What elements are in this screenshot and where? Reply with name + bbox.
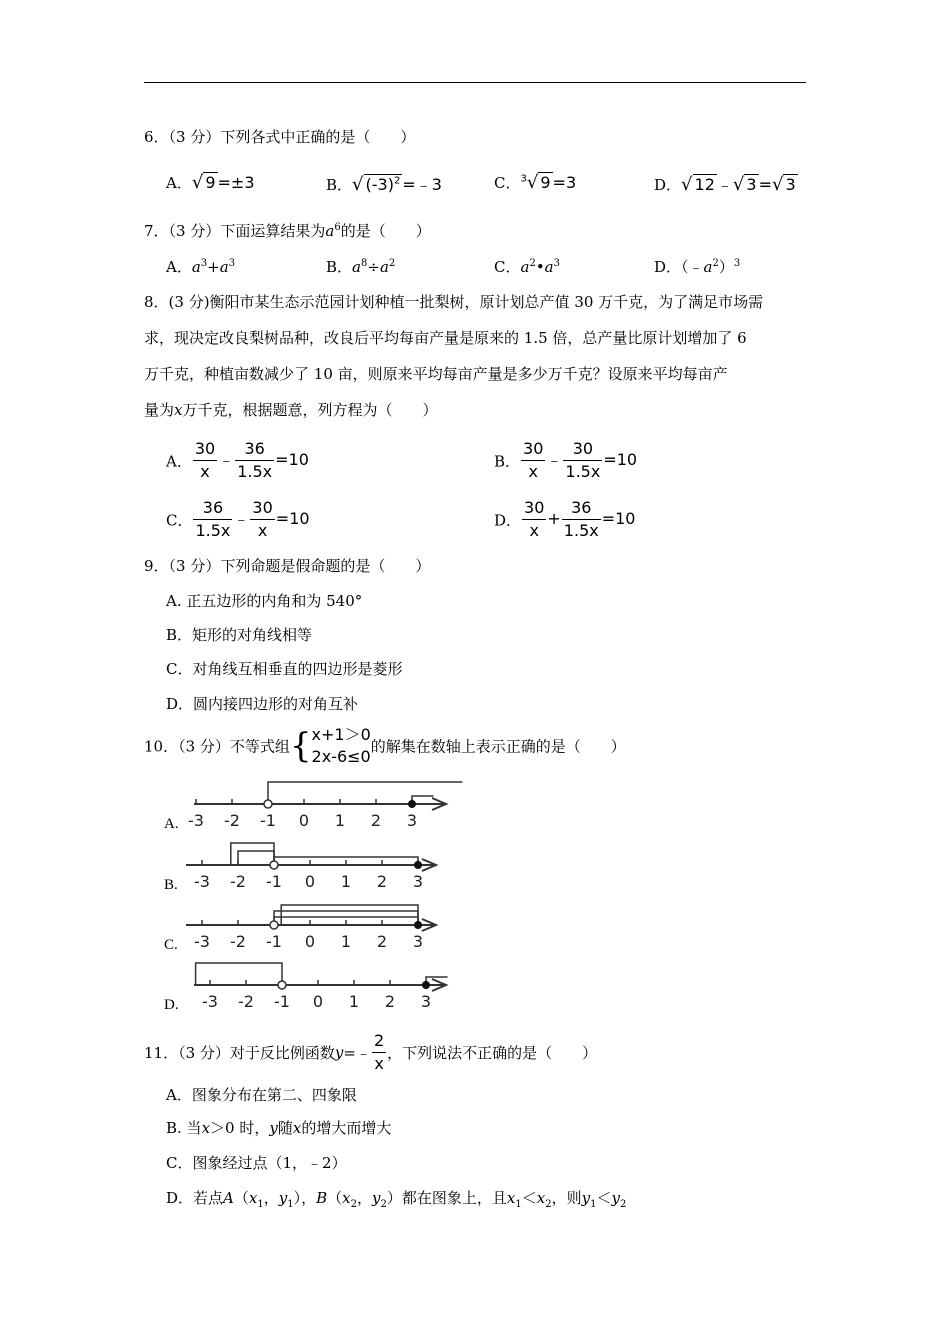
q11-option-c: C．图象经过点（1，﹣2） bbox=[166, 1154, 347, 1172]
q7-option-a: A．$a^3+a^3$ bbox=[166, 258, 236, 276]
q6-option-d: D．√ 12 ﹣√ 3 =√ 3 bbox=[654, 174, 796, 195]
number-line-label: B. bbox=[164, 877, 178, 893]
q7-option-b: B．$a^8\div a^2$ bbox=[326, 258, 396, 276]
expr-tail: =﹣3 bbox=[402, 175, 442, 194]
number-line-tick-label: 3 bbox=[420, 992, 432, 1011]
q8-option-c: C． $\frac{36}{1.5x}$ ﹣ $\frac{30}{x}$ =10 bbox=[166, 498, 310, 540]
number-line-tick-label: -3 bbox=[202, 992, 218, 1011]
open-dot bbox=[264, 800, 272, 808]
q9-option-d: D．圆内接四边形的对角互补 bbox=[166, 695, 359, 713]
operator: = bbox=[758, 175, 772, 194]
number-line-options bbox=[0, 780, 950, 1020]
number-line-tick-label: 0 bbox=[312, 992, 324, 1011]
operator: ﹣ bbox=[716, 175, 733, 194]
option-label: B． bbox=[326, 176, 353, 194]
q8-option-d: D． $\frac{30}{x}$ + $\frac{36}{1.5x}$ =10 bbox=[494, 498, 636, 540]
number-line-tick-label: 0 bbox=[304, 872, 316, 891]
open-dot bbox=[278, 981, 286, 989]
radicand: 12 bbox=[694, 175, 715, 194]
q6-option-c: C．$^3$√ 9 =3 bbox=[494, 172, 577, 193]
closed-dot bbox=[414, 921, 422, 929]
number-line-tick-label: -2 bbox=[230, 872, 246, 891]
number-line-tick-label: 3 bbox=[406, 811, 418, 830]
inequality-system: x+1＞0 2x-6≤0 bbox=[311, 725, 371, 766]
number-line-tick-label: -3 bbox=[194, 872, 210, 891]
solution-range-bar bbox=[196, 963, 282, 985]
exponent: 2 bbox=[393, 175, 401, 187]
q6-option-a: A．√ 9 =±3 bbox=[166, 172, 255, 193]
number-line-tick-label: -3 bbox=[194, 932, 210, 951]
number-line-tick-label: -2 bbox=[224, 811, 240, 830]
option-label: A． bbox=[166, 174, 192, 192]
number-line-tick-label: -1 bbox=[260, 811, 276, 830]
radicand: 9 bbox=[205, 173, 216, 192]
number-line-tick-label: 1 bbox=[340, 872, 352, 891]
closed-dot bbox=[422, 981, 430, 989]
number-line-tick-label: 0 bbox=[304, 932, 316, 951]
q9-stem: 9．（3 分）下列命题是假命题的是（ ） bbox=[144, 557, 431, 575]
q10-stem: 10．（3 分）不等式组{ x+1＞0 2x-6≤0 的解集在数轴上表示正确的是（ ） bbox=[144, 725, 626, 766]
number-line-tick-label: 1 bbox=[334, 811, 346, 830]
closed-dot bbox=[408, 800, 416, 808]
q8-line-1: 8．(3 分)衡阳市某生态示范园计划种植一批梨树，原计划总产值 30 万千克，为了满足市场需 bbox=[144, 293, 764, 311]
number-line-tick-label: -2 bbox=[238, 992, 254, 1011]
open-dot bbox=[270, 861, 278, 869]
number-line-tick-label: -1 bbox=[266, 872, 282, 891]
number-line-tick-label: 2 bbox=[376, 872, 388, 891]
q8-line-4: 量为x万千克，根据题意，列方程为（ ） bbox=[144, 401, 438, 419]
q11-option-b: B. 当x＞0 时，y随x的增大而增大 bbox=[166, 1119, 392, 1137]
solution-range-bar bbox=[281, 905, 418, 925]
number-line-tick-label: -1 bbox=[266, 932, 282, 951]
q7-stem: 7．（3 分）下面运算结果为$a^6$的是（ ） bbox=[144, 222, 431, 240]
q7-option-c: C．$a^2•a^3$ bbox=[494, 258, 560, 276]
q11-option-a: A．图象分布在第二、四象限 bbox=[166, 1086, 357, 1104]
number-line-tick-label: 1 bbox=[340, 932, 352, 951]
radicand: 3 bbox=[785, 175, 796, 194]
q8-option-a: A． $\frac{30}{x}$ ﹣ $\frac{36}{1.5x}$ =10 bbox=[166, 439, 309, 481]
expr-tail: =3 bbox=[552, 173, 577, 192]
number-line-tick-label: 3 bbox=[412, 932, 424, 951]
solution-range-bar bbox=[238, 851, 274, 865]
q7-option-d: D．$(﹣a^2)^3$ bbox=[654, 258, 741, 276]
expr-tail: =±3 bbox=[217, 173, 255, 192]
q9-option-c: C．对角线互相垂直的四边形是菱形 bbox=[166, 660, 403, 678]
q11-stem: 11．（3 分）对于反比例函数y=﹣ $\frac{2}{x}$ ，下列说法不正确的是（ ） bbox=[144, 1031, 598, 1073]
number-line-tick-label: -1 bbox=[274, 992, 290, 1011]
option-label: D． bbox=[654, 176, 682, 194]
number-line-tick-label: -3 bbox=[188, 811, 204, 830]
q6-option-b: B．√ $(-3)^2$ =﹣3 bbox=[326, 174, 442, 195]
number-line-tick-label: 3 bbox=[412, 872, 424, 891]
number-line-label: C. bbox=[164, 937, 178, 953]
solution-range-bar bbox=[268, 782, 462, 804]
option-label: C． bbox=[494, 174, 521, 192]
number-line-label: A. bbox=[164, 816, 179, 832]
brace: { bbox=[289, 726, 312, 766]
radicand: 3 bbox=[746, 175, 757, 194]
open-dot bbox=[270, 921, 278, 929]
q8-option-b: B． $\frac{30}{x}$ ﹣ $\frac{30}{1.5x}$ =10 bbox=[494, 439, 638, 481]
q11-option-d: D．若点$A(x_1$，$y_1$），$B(x_2$，$y_2$）都在图象上，且$x_1<x_2$，则$y_1<y_2$ bbox=[166, 1189, 627, 1210]
number-line-tick-label: 0 bbox=[298, 811, 310, 830]
number-line-tick-label: 1 bbox=[348, 992, 360, 1011]
q9-option-b: B．矩形的对角线相等 bbox=[166, 626, 313, 644]
header-rule bbox=[144, 82, 806, 83]
q8-stem bbox=[144, 284, 814, 428]
radicand: 9 bbox=[540, 173, 551, 192]
q9-option-a: A. 正五边形的内角和为 540° bbox=[166, 592, 363, 610]
number-line-tick-label: 2 bbox=[370, 811, 382, 830]
q6-stem: 6．（3 分）下列各式中正确的是（ ） bbox=[144, 128, 416, 146]
q8-line-3: 万千克，种植亩数减少了 10 亩，则原来平均每亩产量是多少万千克？设原来平均每亩产 bbox=[144, 365, 728, 383]
closed-dot bbox=[414, 861, 422, 869]
q8-line-2: 求，现决定改良梨树品种，改良后平均每亩产量是原来的 1.5 倍，总产量比原计划增加了 6 bbox=[144, 329, 747, 347]
radicand: (-3) bbox=[365, 175, 394, 194]
number-line-tick-label: 2 bbox=[376, 932, 388, 951]
number-line-tick-label: 2 bbox=[384, 992, 396, 1011]
number-line-label: D. bbox=[164, 997, 179, 1013]
root-index: 3 bbox=[520, 173, 527, 185]
number-line-tick-label: -2 bbox=[230, 932, 246, 951]
